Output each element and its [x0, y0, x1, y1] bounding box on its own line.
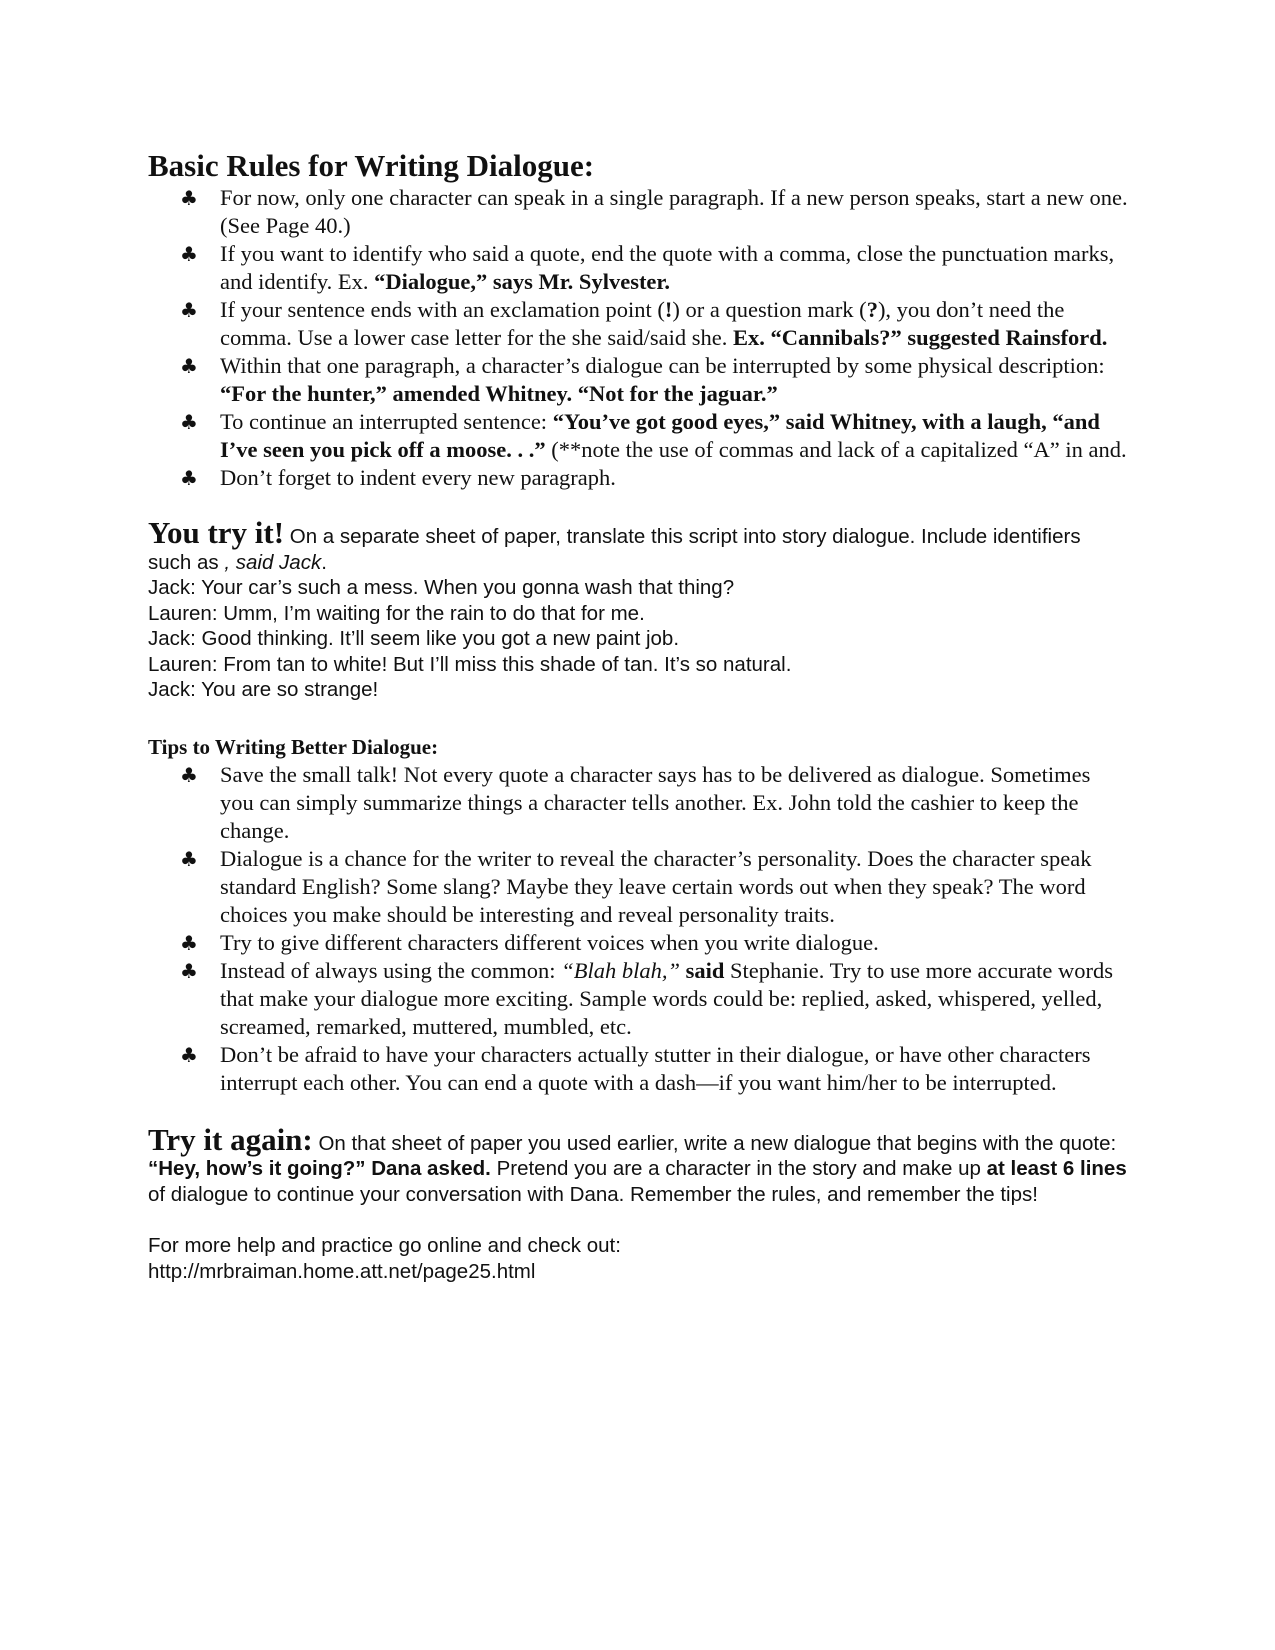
list-item: ♣ Don’t forget to indent every new paragraph. [180, 465, 616, 490]
document-page [148, 148, 1128, 1284]
script-line: Jack: Good thinking. It’ll seem like you got a new paint job. [148, 627, 680, 650]
list-item: ♣ Dialogue is a chance for the writer to reveal the character’s personality. Does the character speak standard English? Some slang? Maybe they leave certain words out when they speak? The word choices you make should be interesting and reveal personality traits. [180, 845, 1092, 927]
dana-quote: “Hey, how’s it going?” Dana asked. [148, 1157, 491, 1180]
try-it-section [148, 515, 1128, 703]
club-bullet-icon: ♣ [180, 242, 198, 266]
club-bullet-icon: ♣ [180, 298, 198, 322]
try-again-heading: Try it again: [148, 1121, 313, 1157]
try-it-heading: You try it! [148, 515, 285, 550]
club-bullet-icon: ♣ [180, 958, 198, 983]
list-item: ♣ For now, only one character can speak in a single paragraph. If a new person speaks, start a new one. (See Page 40.) [180, 185, 1128, 238]
tips-title: Tips to Writing Better Dialogue: [148, 734, 439, 759]
club-bullet-icon: ♣ [180, 466, 198, 490]
list-item: ♣ If your sentence ends with an exclamation point (!) or a question mark (?), you don’t need the comma. Use a lower case letter for the she said/said she. Ex. “Cannibals?” suggested Rainsford. [180, 297, 1108, 350]
club-bullet-icon: ♣ [180, 1042, 198, 1067]
more-help-text: For more help and practice go online and check out: [148, 1234, 621, 1257]
script-line: Jack: Your car’s such a mess. When you gonna wash that thing? [148, 576, 735, 599]
club-bullet-icon: ♣ [180, 930, 198, 955]
list-item: ♣ Instead of always using the common: “Blah blah,” said Stephanie. Try to use more accurate words that make your dialogue more exciting. Sample words could be: replied, asked, whispered, yelled, screamed, remarked, muttered, mumbled, etc. [180, 957, 1114, 1039]
rules-list [148, 184, 1128, 492]
try-again-section: Try it again: On that sheet of paper you used earlier, write a new dialogue that begins with the quote: “Hey, how’s it going?” Dana asked. Pretend you are a character in the story and make up at least 6 lines of dialogue to continue your conversation with Dana. Remember the rules, and remember the tips! [148, 1121, 1127, 1206]
club-bullet-icon: ♣ [180, 410, 198, 434]
script-line: Lauren: From tan to white! But I’ll miss this shade of tan. It’s so natural. [148, 652, 792, 676]
rules-title: Basic Rules for Writing Dialogue: [148, 148, 595, 183]
script-line: Lauren: Umm, I’m waiting for the rain to do that for me. [148, 601, 645, 625]
list-item: ♣ If you want to identify who said a quote, end the quote with a comma, close the punctuation marks, and identify. Ex. “Dialogue,” says Mr. Sylvester. [180, 241, 1115, 294]
club-bullet-icon: ♣ [180, 354, 198, 378]
list-item: ♣ To continue an interrupted sentence: “You’ve got good eyes,” said Whitney, with a laugh, “and I’ve seen you pick off a moose. . .” (**note the use of commas and lack of a capitalized “A” in and. [180, 409, 1127, 462]
club-bullet-icon: ♣ [180, 846, 198, 871]
club-bullet-icon: ♣ [180, 762, 198, 787]
list-item: ♣ Save the small talk! Not every quote a character says has to be delivered as dialogue. Sometimes you can simply summarize things a character tells another. Ex. John told the cashier to keep the change. [180, 761, 1091, 843]
list-item: ♣ Try to give different characters different voices when you write dialogue. [180, 929, 879, 955]
tips-list [148, 761, 1128, 1097]
script-line: Jack: You are so strange! [148, 678, 379, 701]
club-bullet-icon: ♣ [180, 186, 198, 210]
list-item: ♣ Within that one paragraph, a character’s dialogue can be interrupted by some physical description: “For the hunter,” amended Whitney. “Not for the jaguar.” [180, 353, 1105, 406]
list-item: ♣ Don’t be afraid to have your characters actually stutter in their dialogue, or have other characters interrupt each other. You can end a quote with a dash—if you want him/her to be interrupted. [180, 1041, 1091, 1095]
more-help [148, 1233, 1128, 1284]
try-it-intro: You try it! On a separate sheet of paper, translate this script into story dialogue. Include identifiers such as , said Jack. [148, 515, 1081, 574]
help-url: http://mrbraiman.home.att.net/page25.html [148, 1259, 536, 1283]
